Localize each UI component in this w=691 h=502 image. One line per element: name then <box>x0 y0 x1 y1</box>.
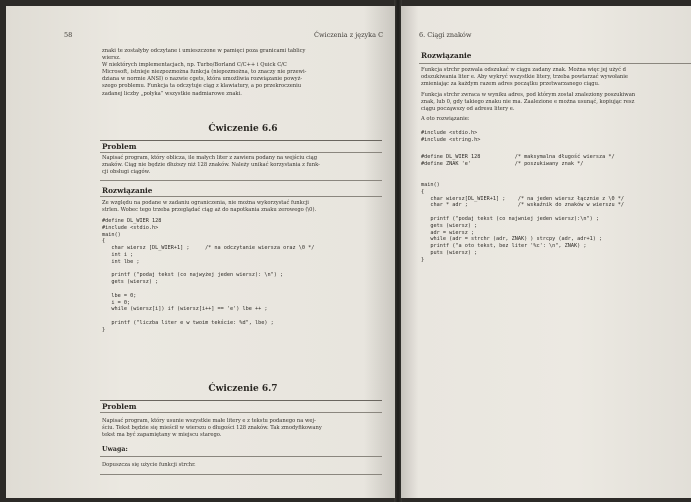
code-line: gets (wiersz) ; <box>102 279 159 286</box>
text-line: cji obsługi ciągów. <box>102 169 151 176</box>
code-line: gets (wiersz) ; <box>421 222 478 229</box>
code-line: int i ; <box>102 251 134 258</box>
exercise-title: Ćwiczenie 6.7 <box>208 384 278 394</box>
code-line: i = 0; <box>102 299 131 306</box>
exercise-title: Ćwiczenie 6.6 <box>208 124 278 134</box>
code-line: char * adr ; /* wskaźnik do znaków w wierszu */ <box>421 202 625 209</box>
code-main <box>421 182 624 264</box>
code-line: char wiersz[DL_WIER+1] ; /* na jeden wiersz łącznie z \0 */ <box>421 195 625 202</box>
text-line: odszukiwania liter e. Aby wykryć wszystkie litery, trzeba powtarzać wywołanie <box>421 74 629 81</box>
code-line: #define DL_WIER 128 /* maksymalna długość wiersza */ <box>421 154 615 160</box>
text-line: znaków. Ciąg nie będzie dłuższy niż 128 znaków. Należy unikać korzystania z funk- <box>102 162 320 169</box>
text-line: Ze względu na podane w zadaniu ograniczenia, nie można wykorzystać funkcji <box>102 200 309 206</box>
text-line: Funkcja strchr pozwala odszukać w ciągu zadany znak. Można więc jej użyć d <box>421 67 626 73</box>
divider <box>100 152 382 153</box>
code-line: printf ("podaj tekst (co najwyżej jeden wiersz): \n") ; <box>102 272 284 279</box>
code-line: while (adr = strchr (adr, ZNAK) ) strcpy (adr, adr+1) ; <box>421 236 603 243</box>
problem-text <box>102 155 384 176</box>
code-line <box>421 209 624 216</box>
text-line: znak, lub 0, gdy takiego znaku nie ma. Zaalezione e można usunąć, kopiując resz <box>421 99 635 106</box>
code-line <box>102 313 314 320</box>
code-line: printf ("a oto tekst, bez liter '%c': \n", ZNAK) ; <box>421 243 587 250</box>
section-heading-problem: Problem <box>102 402 137 411</box>
solution-text <box>102 200 384 214</box>
code-line <box>102 266 314 273</box>
text-line: tekst ma być zapamiętany w miejscu starego. <box>102 432 222 439</box>
divider <box>100 180 382 181</box>
code-line: #include <stdio.h> <box>421 130 478 136</box>
text-line: dziana w normie ANSI) o nazwie cgets, która umożliwia rozwiązanie powyż- <box>102 76 303 83</box>
paragraph <box>421 92 691 113</box>
right-page <box>401 6 691 498</box>
paragraph <box>421 67 691 88</box>
code-line: printf ("podaj tekst (co najwniej jeden wiersz):\n") ; <box>421 215 600 222</box>
problem-text <box>102 418 384 439</box>
code-line <box>102 286 314 293</box>
code-line: adr = wiersz ; <box>421 229 475 236</box>
text-line: zmieniając za każdym razem adres początku przetwarzanego ciągu. <box>421 81 600 88</box>
code-line: printf ("liczba liter e w twoim tekście: %d", lbe) ; <box>102 319 274 326</box>
divider <box>100 400 382 401</box>
divider <box>100 456 382 457</box>
code-line: { <box>421 188 425 195</box>
divider <box>100 196 382 197</box>
divider <box>100 140 382 141</box>
left-page <box>6 6 395 498</box>
text-line: wiersz. <box>102 55 121 62</box>
text-line: ciągu począwszy od adresu litery e. <box>421 106 515 113</box>
text-line: zadanej liczby „połyka” wszystkie nadmiarowe znaki. <box>102 90 242 97</box>
divider <box>100 474 382 475</box>
code-includes <box>421 130 480 144</box>
text-line: Funkcja strchr zwraca w wyniku adres, pod którym został znaleziony poszukiwan <box>421 92 636 98</box>
text-line: znaki te zostałyby odczytane i umieszczone w pamięci poza granicami tablicy <box>102 48 306 54</box>
text-line: Napisać program, który usunie wszystkie małe litery e z tekstu podanego na wej- <box>102 418 316 424</box>
code-line: } <box>421 256 425 263</box>
code-line: lbe = 0; <box>102 292 137 299</box>
code-line: #define DL_WIER 128 <box>102 218 162 224</box>
text-line: szego problemu. Funkcja ta odczytuje ciąg z klawiatury, a po przekroczeniu <box>102 83 302 90</box>
code-defines <box>421 154 615 168</box>
code-line: #include <stdio.h> <box>102 224 159 231</box>
intro-text <box>102 48 384 98</box>
running-head: 6. Ciągi znaków <box>419 31 472 39</box>
page-number: 58 <box>64 31 73 39</box>
text-line: Napisać program, który oblicza, ile małych liter z zawiera podany na wejściu ciąg <box>102 155 318 161</box>
divider <box>100 412 382 413</box>
section-heading-problem: Problem <box>102 142 137 151</box>
section-heading-solution: Rozwiązanie <box>421 51 472 60</box>
text-line: strlen. Wobec tego trzeba przeglądać ciąg aż do napotkania znaku zerowego (\0). <box>102 207 317 214</box>
code-line: #define ZNAK 'e' /* poszukiwany znak */ <box>421 160 584 167</box>
paragraph: A oto rozwiązanie: <box>421 116 470 122</box>
code-line: { <box>102 238 106 245</box>
text-line: ściu. Tekst będzie się mieścił w wierszu o długości 128 znaków. Tak zmodyfikowany <box>102 425 322 432</box>
note-heading: Uwaga: <box>102 446 128 453</box>
text-line: Microsoft, istnieje niezpozmożna funkcja (niepozmożna, to znaczy nie przewi- <box>102 69 307 76</box>
code-line: } <box>102 326 106 333</box>
running-head: Ćwiczenia z języka C <box>314 31 384 39</box>
divider <box>419 63 691 64</box>
text-line: W niektórych implementacjach, np. Turbo/Borland C/C++ i Quick C/C <box>102 62 287 69</box>
note-text: Dopuszcza się użycie funkcji strchr. <box>102 462 196 468</box>
code-line: while (wiersz[i]) if (wiersz[i++] == 'e') lbe ++ ; <box>102 306 268 313</box>
code-line: #include <string.h> <box>421 136 481 143</box>
code-line: char wiersz [DL_WIER+1] ; /* na odczytanie wiersza oraz \0 */ <box>102 245 315 252</box>
section-heading-solution: Rozwiązanie <box>102 186 153 195</box>
code-listing <box>102 218 314 334</box>
code-line: main() <box>102 231 121 238</box>
code-line: int lbe ; <box>102 258 140 265</box>
code-line: main() <box>421 182 440 188</box>
code-line: puts (wiersz) ; <box>421 249 478 256</box>
